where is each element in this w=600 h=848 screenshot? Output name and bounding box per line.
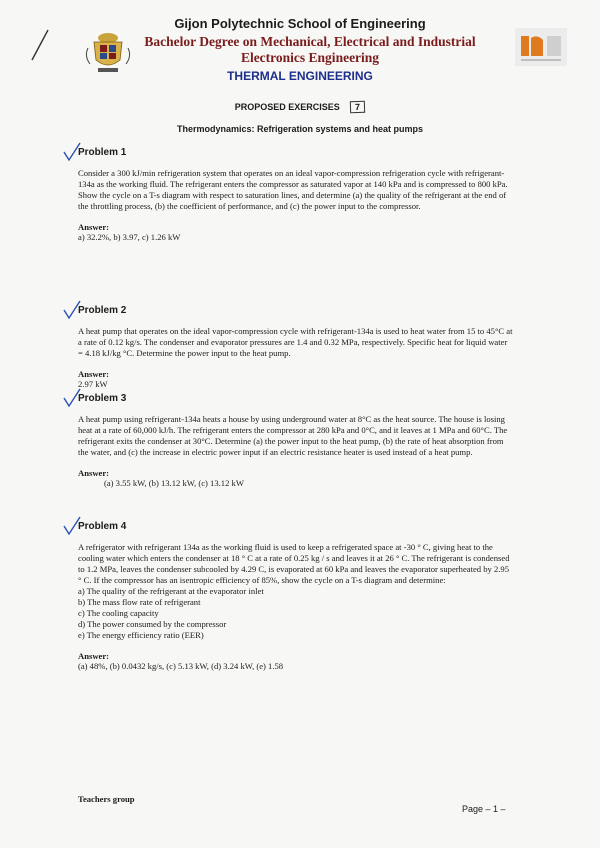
subject-title: THERMAL ENGINEERING xyxy=(227,69,373,83)
school-name: Gijon Polytechnic School of Engineering xyxy=(174,16,426,31)
checkmark-icon xyxy=(62,516,82,536)
checkmark-icon xyxy=(62,388,82,408)
exercise-number-box: 7 xyxy=(350,101,365,114)
footer-author: Teachers group xyxy=(78,794,135,804)
answer-label: Answer: xyxy=(78,369,110,379)
question-list xyxy=(78,586,514,641)
answer-label: Answer: xyxy=(78,651,110,661)
problem-statement: Consider a 300 kJ/min refrigeration system that operates on an ideal vapor-compression refrigeration cycle with refrigerant-134a as the working fluid. The refrigerant enters the compressor as saturated vapor at 140 kPa and is compressed to 800 kPa. Show the cycle on a T-s diagram with respect to saturation lines, and determine (a) the quality of the refrigerant at the end of the throttling process, (b) the coefficient of performance, and (c) the power input to the compressor. xyxy=(78,168,508,211)
answer-text: (a) 48%, (b) 0.0432 kg/s, (c) 5.13 kW, (d) 3.24 kW, (e) 1.58 xyxy=(78,661,284,671)
problem-statement: A heat pump that operates on the ideal vapor-compression cycle with refrigerant-134a is used to heat water from 15 to 45°C at a rate of 0.12 kg/s. The condenser and evaporator pressures are 1.4 and 0.32 MPa, respectively. Specific heat for liquid water = 4.18 kJ/kg °C. Determine the power input to the heat pump. xyxy=(78,326,513,358)
section-heading xyxy=(0,101,600,113)
list-item: e) The energy efficiency ratio (EER) xyxy=(78,630,204,640)
degree-title: Bachelor Degree on Mechanical, Electrical and Industrial Electronics Engineering xyxy=(144,34,476,65)
list-item: a) The quality of the refrigerant at the evaporator inlet xyxy=(78,586,264,596)
topic-title: Thermodynamics: Refrigeration systems and heat pumps xyxy=(176,124,424,134)
list-item: d) The power consumed by the compressor xyxy=(78,619,227,629)
answer-text: 2.97 kW xyxy=(78,379,108,389)
answer-text: a) 32.2%, b) 3.97, c) 1.26 kW xyxy=(78,232,181,242)
page-number: Page – 1 – xyxy=(462,804,506,814)
checkmark-icon xyxy=(62,300,82,320)
proposed-label: PROPOSED EXERCISES xyxy=(234,102,340,112)
list-item: c) The cooling capacity xyxy=(78,608,159,618)
answer-text: (a) 3.55 kW, (b) 13.12 kW, (c) 13.12 kW xyxy=(104,478,244,488)
problem-title: Problem 3 xyxy=(78,393,127,404)
list-item: b) The mass flow rate of refrigerant xyxy=(78,597,201,607)
checkmark-icon xyxy=(62,142,82,162)
pen-mark xyxy=(28,28,52,62)
school-logo xyxy=(515,28,567,66)
problem-statement: A refrigerator with refrigerant 134a as the working fluid is used to keep a refrigerated space at -30 ° C, giving heat to the cooling water which enters the condenser at 18 ° C at a rate of 0.25 kg / s and leaves it at 26 ° C. The refrigerant is condensed to 1.2 MPa, leaves the condenser subcooled by 4.29 C, is evaporated at 60 kPa and leaves the evaporator superheated by 2.95 ° C. If the compressor has an isentropic efficiency of 85%, show the cycle on a T-s diagram and determine: xyxy=(78,542,510,585)
problem-1 xyxy=(78,146,514,243)
problem-title: Problem 4 xyxy=(78,521,127,532)
problem-3 xyxy=(78,392,514,489)
problem-statement: A heat pump using refrigerant-134a heats a house by using underground water at 8°C as the heat source. The house is losing heat at a rate of 60,000 kJ/h. The refrigerant enters the compressor at 280 kPa and 0°C, and it leaves at 1 MPa and 60°C. The refrigerant exits the condenser at 30°C. Determine (a) the power input to the heat pump, (b) the rate of heat absorption from the water, and (c) the increase in electric power input if an electric resistance heater is used instead of a heat pump. xyxy=(78,414,508,457)
problem-title: Problem 1 xyxy=(78,147,127,158)
answer-label: Answer: xyxy=(78,222,110,232)
answer-label: Answer: xyxy=(78,468,110,478)
problem-title: Problem 2 xyxy=(78,305,127,316)
problem-4 xyxy=(78,520,514,672)
problem-2 xyxy=(78,304,514,390)
